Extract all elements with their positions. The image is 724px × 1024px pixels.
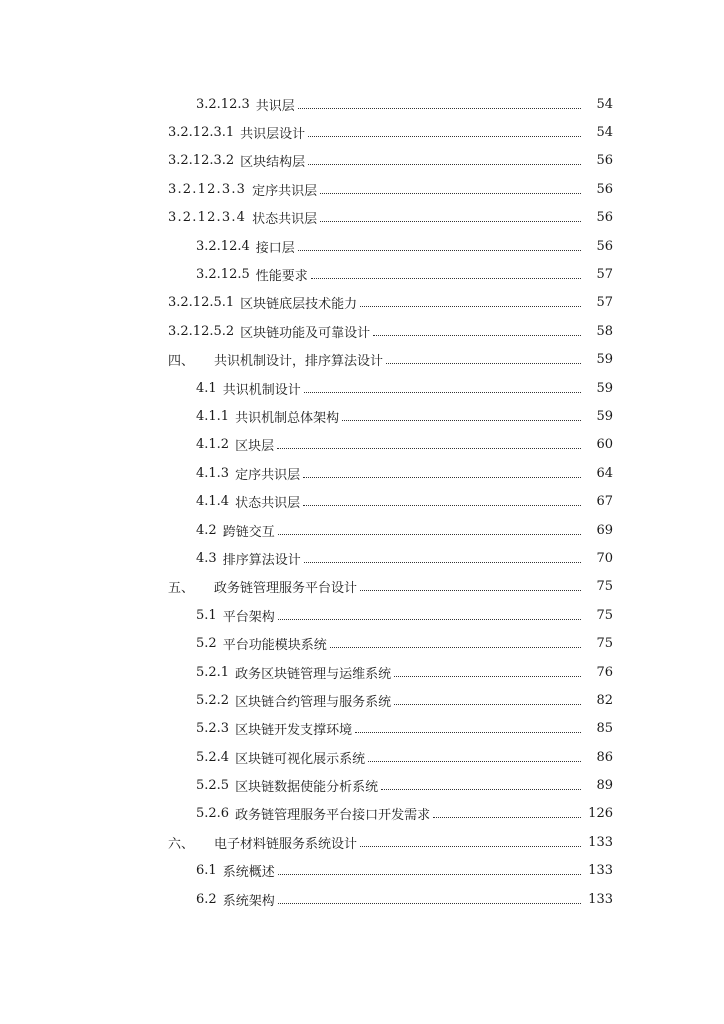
dot-leader [304, 562, 581, 563]
dot-leader [381, 789, 581, 790]
toc-entry-title: 性能要求 [255, 269, 308, 285]
toc-entry-page-number: 69 [596, 522, 613, 538]
toc-entry[interactable] [0, 715, 724, 743]
toc-entry[interactable] [0, 431, 724, 459]
dot-leader [433, 817, 581, 818]
toc-entry[interactable] [0, 800, 724, 828]
toc-entry-page-number: 133 [588, 891, 613, 907]
toc-entry[interactable] [0, 175, 724, 203]
toc-entry[interactable] [0, 629, 724, 657]
toc-entry-title: 共识层 [255, 98, 295, 114]
toc-entry-page-number: 59 [596, 380, 613, 396]
toc-entry-title: 排序算法设计 [222, 552, 301, 568]
dot-leader [303, 477, 581, 478]
toc-entry[interactable] [0, 771, 724, 799]
toc-entry-number: 5.1 [196, 607, 217, 623]
toc-entry-page-number: 56 [596, 210, 613, 226]
toc-entry-page-number: 54 [596, 96, 613, 112]
toc-entry-page-number: 82 [596, 692, 613, 708]
toc-entry[interactable] [0, 317, 724, 345]
toc-entry-title: 系统概述 [222, 865, 275, 881]
toc-entry-page-number: 89 [596, 778, 613, 794]
toc-entry-title: 共识机制总体架构 [235, 410, 340, 426]
toc-entry-title: 区块链开发支撑环境 [235, 723, 353, 739]
toc-entry-number: 4.1 [196, 380, 217, 396]
toc-entry[interactable] [0, 544, 724, 572]
toc-entry-page-number: 86 [596, 749, 613, 765]
toc-entry-number: 4.1.4 [196, 494, 230, 510]
toc-entry-number: 5.2.4 [196, 749, 230, 765]
toc-entry-number: 3.2.12.3.3 [168, 181, 247, 197]
toc-entry[interactable] [0, 459, 724, 487]
dot-leader [278, 619, 581, 620]
toc-entry-page-number: 56 [596, 153, 613, 169]
toc-entry-title: 区块链底层技术能力 [240, 297, 358, 313]
toc-entry-number: 四、 [168, 354, 195, 370]
toc-entry-title: 政务链管理服务平台接口开发需求 [235, 808, 431, 824]
toc-entry-number: 5.2.1 [196, 664, 230, 680]
toc-entry-title: 共识层设计 [240, 127, 306, 143]
dot-leader [320, 193, 581, 194]
dot-leader [303, 505, 581, 506]
dot-leader [298, 108, 581, 109]
toc-entry[interactable] [0, 686, 724, 714]
toc-entry-number: 3.2.12.3 [196, 96, 250, 112]
toc-entry-page-number: 54 [596, 125, 613, 141]
toc-entry-number: 3.2.12.3.2 [168, 153, 235, 169]
toc-entry-title: 状态共识层 [252, 212, 318, 228]
toc-entry[interactable] [0, 516, 724, 544]
toc-entry-title: 平台功能模块系统 [222, 638, 327, 654]
toc-entry-page-number: 85 [596, 721, 613, 737]
toc-entry[interactable] [0, 573, 724, 601]
toc-entry-page-number: 76 [596, 664, 613, 680]
toc-entry[interactable] [0, 487, 724, 515]
dot-leader [320, 221, 581, 222]
dot-leader [298, 250, 581, 251]
dot-leader [311, 278, 581, 279]
toc-entry[interactable] [0, 289, 724, 317]
dot-leader [277, 448, 581, 449]
toc-entry-title: 接口层 [255, 240, 295, 256]
toc-entry-number: 4.1.1 [196, 408, 230, 424]
toc-entry-page-number: 133 [588, 834, 613, 850]
toc-entry-title: 定序共识层 [252, 183, 318, 199]
toc-entry-page-number: 56 [596, 181, 613, 197]
dot-leader [304, 392, 581, 393]
dot-leader [360, 846, 581, 847]
dot-leader [278, 874, 581, 875]
toc-entry-number: 4.3 [196, 550, 217, 566]
toc-entry[interactable] [0, 374, 724, 402]
toc-entry-number: 3.2.12.5.2 [168, 323, 235, 339]
dot-leader [278, 903, 581, 904]
toc-entry-title: 系统架构 [222, 893, 275, 909]
toc-entry-title: 平台架构 [222, 609, 275, 625]
toc-entry-page-number: 56 [596, 238, 613, 254]
toc-entry-number: 五、 [168, 581, 195, 597]
dot-leader [360, 590, 581, 591]
toc-entry[interactable] [0, 857, 724, 885]
toc-entry[interactable] [0, 743, 724, 771]
toc-entry-page-number: 75 [596, 636, 613, 652]
toc-entry[interactable] [0, 90, 724, 118]
toc-entry-page-number: 59 [596, 352, 613, 368]
toc-entry-title: 共识机制设计 [222, 382, 301, 398]
toc-entry-number: 3.2.12.3.1 [168, 125, 235, 141]
toc-entry-page-number: 75 [596, 607, 613, 623]
toc-entry-number: 5.2.6 [196, 806, 230, 822]
toc-entry-title: 区块链功能及可靠设计 [240, 325, 371, 341]
table-of-contents [0, 90, 724, 913]
toc-entry-page-number: 60 [596, 437, 613, 453]
toc-entry-number: 3.2.12.3.4 [168, 210, 247, 226]
toc-entry-number: 六、 [168, 836, 195, 852]
toc-entry-page-number: 70 [596, 550, 613, 566]
toc-entry-number: 5.2.2 [196, 692, 230, 708]
toc-entry[interactable] [0, 658, 724, 686]
toc-entry-number: 6.2 [196, 891, 217, 907]
dot-leader [308, 136, 581, 137]
dot-leader [368, 761, 581, 762]
toc-entry-number: 4.2 [196, 522, 217, 538]
toc-entry[interactable] [0, 204, 724, 232]
dot-leader [386, 363, 581, 364]
toc-entry[interactable] [0, 260, 724, 288]
toc-entry[interactable] [0, 601, 724, 629]
toc-entry-page-number: 58 [596, 323, 613, 339]
toc-entry-title: 区块链合约管理与服务系统 [235, 694, 392, 710]
toc-entry-page-number: 57 [596, 267, 613, 283]
dot-leader [394, 676, 581, 677]
toc-entry-title: 定序共识层 [235, 467, 301, 483]
toc-entry-page-number: 57 [596, 295, 613, 311]
toc-entry-number: 4.1.3 [196, 465, 230, 481]
toc-entry[interactable] [0, 232, 724, 260]
toc-entry-number: 5.2 [196, 636, 217, 652]
toc-entry[interactable] [0, 147, 724, 175]
toc-entry-page-number: 126 [588, 806, 613, 822]
toc-entry-title: 政务链管理服务平台设计 [214, 581, 358, 597]
toc-entry-number: 3.2.12.4 [196, 238, 250, 254]
toc-entry-number: 6.1 [196, 863, 217, 879]
toc-entry-page-number: 67 [596, 494, 613, 510]
toc-entry-title: 区块链数据使能分析系统 [235, 780, 379, 796]
toc-entry-number: 4.1.2 [196, 437, 230, 453]
toc-entry[interactable] [0, 346, 724, 374]
dot-leader [355, 732, 581, 733]
toc-entry-page-number: 133 [588, 863, 613, 879]
toc-entry-title: 政务区块链管理与运维系统 [235, 666, 392, 682]
toc-entry[interactable] [0, 402, 724, 430]
toc-entry[interactable] [0, 118, 724, 146]
toc-entry-number: 3.2.12.5.1 [168, 295, 235, 311]
toc-entry-title: 区块链可视化展示系统 [235, 751, 366, 767]
toc-entry[interactable] [0, 828, 724, 856]
dot-leader [330, 647, 581, 648]
toc-entry-title: 区块结构层 [240, 155, 306, 171]
toc-entry-number: 5.2.3 [196, 721, 230, 737]
toc-entry-title: 状态共识层 [235, 496, 301, 512]
dot-leader [278, 534, 581, 535]
dot-leader [342, 420, 581, 421]
toc-entry-page-number: 59 [596, 408, 613, 424]
toc-entry-number: 5.2.5 [196, 778, 230, 794]
dot-leader [394, 704, 581, 705]
toc-entry-title: 共识机制设计，排序算法设计 [214, 354, 384, 370]
toc-entry[interactable] [0, 885, 724, 913]
toc-entry-page-number: 75 [596, 579, 613, 595]
toc-entry-number: 3.2.12.5 [196, 267, 250, 283]
toc-entry-title: 区块层 [235, 439, 275, 455]
dot-leader [373, 335, 581, 336]
toc-entry-title: 电子材料链服务系统设计 [214, 836, 358, 852]
dot-leader [308, 164, 581, 165]
toc-entry-title: 跨链交互 [222, 524, 275, 540]
toc-entry-page-number: 64 [596, 465, 613, 481]
dot-leader [360, 306, 581, 307]
